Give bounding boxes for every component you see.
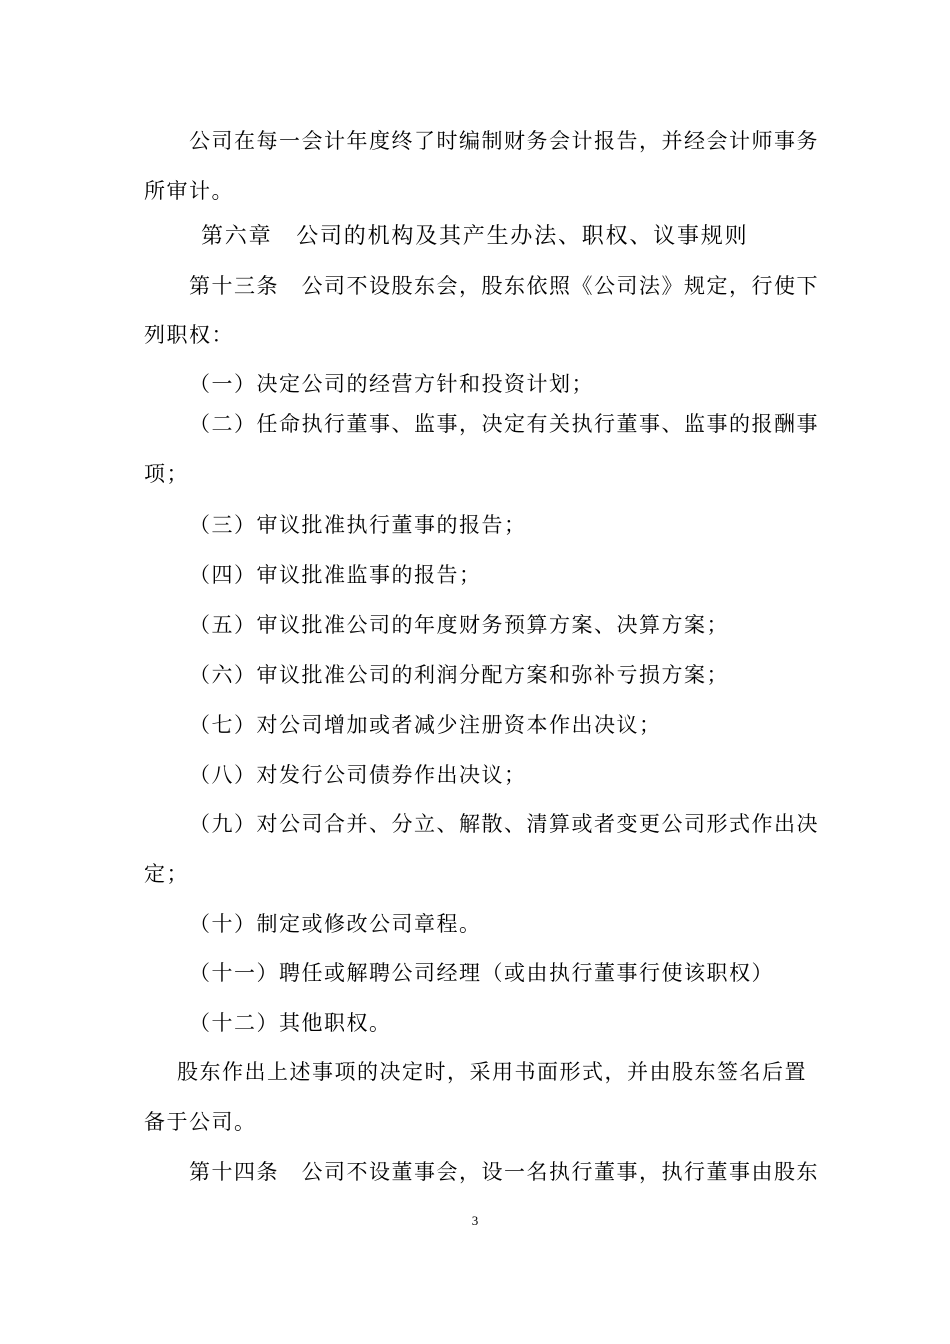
list-item: （十一）聘任或解聘公司经理（或由执行董事行使该职权） xyxy=(189,961,774,985)
list-item: （四）审议批准监事的报告； xyxy=(189,563,482,587)
paragraph-line: 备于公司。 xyxy=(144,1110,257,1134)
list-item: （二）任命执行董事、监事，决定有关执行董事、监事的报酬事 xyxy=(189,412,819,436)
paragraph-line: 定； xyxy=(144,862,189,886)
list-item: （一）决定公司的经营方针和投资计划； xyxy=(189,372,594,396)
list-item: （六）审议批准公司的利润分配方案和弥补亏损方案； xyxy=(189,663,729,687)
list-item: （五）审议批准公司的年度财务预算方案、决算方案； xyxy=(189,613,729,637)
list-item: （九）对公司合并、分立、解散、清算或者变更公司形式作出决 xyxy=(189,812,819,836)
list-item: （十）制定或修改公司章程。 xyxy=(189,912,482,936)
paragraph-line: 公司在每一会计年度终了时编制财务会计报告，并经会计师事务 xyxy=(189,129,819,153)
article-line: 第十三条 公司不设股东会，股东依照《公司法》规定，行使下 xyxy=(189,274,819,298)
page-number: 3 xyxy=(471,1213,479,1228)
chapter-heading: 第六章 公司的机构及其产生办法、职权、议事规则 xyxy=(201,224,749,249)
paragraph-line: 所审计。 xyxy=(144,179,234,203)
paragraph-line: 列职权： xyxy=(144,323,234,347)
list-item: （十二）其他职权。 xyxy=(189,1011,392,1035)
article-line: 第十四条 公司不设董事会，设一名执行董事，执行董事由股东 xyxy=(189,1160,819,1184)
list-item: （八）对发行公司债券作出决议； xyxy=(189,763,527,787)
list-item: （三）审议批准执行董事的报告； xyxy=(189,513,527,537)
paragraph-line: 股东作出上述事项的决定时，采用书面形式，并由股东签名后置 xyxy=(177,1060,807,1084)
list-item: （七）对公司增加或者减少注册资本作出决议； xyxy=(189,713,662,737)
paragraph-line: 项； xyxy=(144,462,189,486)
